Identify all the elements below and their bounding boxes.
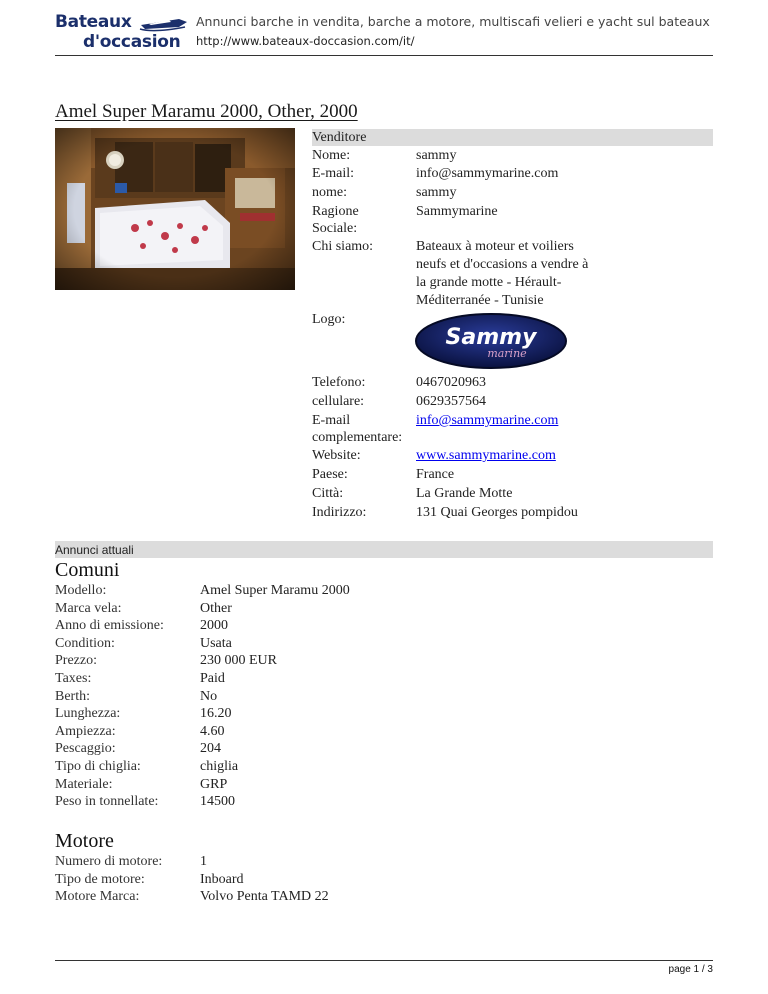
spec-label: Tipo de motore: xyxy=(55,871,145,887)
logo-label: Logo: xyxy=(312,312,346,327)
website-value-wrap xyxy=(416,447,616,465)
spec-label: Berth: xyxy=(55,688,90,704)
email-label: E-mail: xyxy=(312,166,354,181)
spec-value: GRP xyxy=(200,776,228,792)
seller-logo xyxy=(415,313,568,370)
spec-row xyxy=(55,652,455,670)
listing-title[interactable]: Amel Super Maramu 2000, Other, 2000 xyxy=(55,101,358,122)
spec-row xyxy=(55,793,455,811)
spec-value: 204 xyxy=(200,741,221,757)
website-label: Website: xyxy=(312,448,361,463)
city-label: Città: xyxy=(312,486,344,501)
spec-row xyxy=(55,723,455,741)
spec-label: Ampiezza: xyxy=(55,723,116,739)
motore-spec-list xyxy=(55,853,455,906)
logo-line-1: Bateaux xyxy=(55,12,132,32)
email2-value-wrap xyxy=(416,412,616,430)
current-ads-label: Annunci attuali xyxy=(55,543,134,557)
site-title: Annunci barche in vendita, barche a motore, multiscafi velieri e yacht sul bateaux xyxy=(196,14,710,29)
spec-value: 16.20 xyxy=(200,706,232,722)
comuni-heading: Comuni xyxy=(55,559,120,581)
page-header xyxy=(55,10,713,55)
seller-section-label: Venditore xyxy=(312,130,367,145)
about-line-4: Méditerranée - Tunisie xyxy=(416,293,544,308)
about-line-2: neufs et d'occasions a vendre à xyxy=(416,257,589,272)
name-value: sammy xyxy=(416,148,457,163)
spec-value: Volvo Penta TAMD 22 xyxy=(200,889,329,905)
spec-row xyxy=(55,582,455,600)
spec-label: Anno di emissione: xyxy=(55,618,164,634)
mobile-value: 0629357564 xyxy=(416,394,486,409)
spec-label: Tipo di chiglia: xyxy=(55,758,141,774)
phone-label: Telefono: xyxy=(312,375,366,390)
spec-label: Materiale: xyxy=(55,776,113,792)
footer-divider xyxy=(55,960,713,961)
city-value: La Grande Motte xyxy=(416,486,513,501)
spec-value: No xyxy=(200,688,218,704)
spec-value: 1 xyxy=(200,854,207,869)
motore-heading: Motore xyxy=(55,830,114,852)
about-line-1: Bateaux à moteur et voiliers xyxy=(416,239,574,254)
email2-link[interactable]: info@sammymarine.com xyxy=(416,413,559,428)
spec-value: 14500 xyxy=(200,794,235,810)
about-line-3: la grande motte - Hérault- xyxy=(416,275,562,290)
spec-label: Pescaggio: xyxy=(55,741,116,757)
spec-label: Taxes: xyxy=(55,670,92,686)
site-logo[interactable] xyxy=(55,12,187,54)
spec-row xyxy=(55,740,455,758)
phone-value: 0467020963 xyxy=(416,375,486,390)
spec-label: Condition: xyxy=(55,635,115,651)
email2-label-2: complementare: xyxy=(312,430,403,445)
company-label-2: Sociale: xyxy=(312,221,358,236)
boat-logo-icon xyxy=(139,13,189,33)
header-divider xyxy=(55,55,713,56)
seller-section-bar xyxy=(312,129,713,146)
page-number: page 1 / 3 xyxy=(668,964,713,975)
spec-label: Peso in tonnellate: xyxy=(55,794,159,810)
spec-label: Numero di motore: xyxy=(55,854,163,869)
spec-row xyxy=(55,688,455,706)
spec-row xyxy=(55,776,455,794)
spec-label: Motore Marca: xyxy=(55,889,140,905)
website-link[interactable]: www.sammymarine.com xyxy=(416,448,556,463)
spec-row xyxy=(55,617,455,635)
spec-row xyxy=(55,853,455,871)
spec-value: 230 000 EUR xyxy=(200,653,277,669)
spec-value: Other xyxy=(200,600,232,616)
company-label-1: Ragione xyxy=(312,204,359,219)
boat-photo[interactable] xyxy=(55,128,295,290)
about-label: Chi siamo: xyxy=(312,239,374,254)
spec-label: Modello: xyxy=(55,583,107,598)
spec-value: 2000 xyxy=(200,618,228,634)
comuni-spec-list xyxy=(55,582,455,811)
current-ads-bar xyxy=(55,541,713,558)
address-label: Indirizzo: xyxy=(312,505,367,520)
spec-value: Paid xyxy=(200,670,225,686)
spec-value: 4.60 xyxy=(200,723,225,739)
country-label: Paese: xyxy=(312,467,348,482)
spec-label: Lunghezza: xyxy=(55,706,121,722)
spec-row xyxy=(55,871,455,889)
spec-value: chiglia xyxy=(200,758,239,774)
site-url[interactable]: http://www.bateaux-doccasion.com/it/ xyxy=(196,34,415,48)
spec-row xyxy=(55,600,455,618)
boat-interior-image xyxy=(55,128,295,290)
logo-text-sammy: Sammy xyxy=(445,325,537,350)
spec-row xyxy=(55,670,455,688)
spec-row xyxy=(55,758,455,776)
logo-line-2: d'occasion xyxy=(83,32,181,52)
mobile-label: cellulare: xyxy=(312,394,365,409)
spec-value: Amel Super Maramu 2000 xyxy=(200,583,350,598)
spec-label: Prezzo: xyxy=(55,653,97,669)
company-value: Sammymarine xyxy=(416,204,498,219)
spec-label: Marca vela: xyxy=(55,600,122,616)
email-value: info@sammymarine.com xyxy=(416,166,559,181)
spec-row xyxy=(55,888,455,906)
nome-value: sammy xyxy=(416,185,457,200)
country-value: France xyxy=(416,467,455,482)
spec-row xyxy=(55,635,455,653)
spec-value: Usata xyxy=(200,635,232,651)
logo-text-marine: marine xyxy=(487,347,527,360)
address-value: 131 Quai Georges pompidou xyxy=(416,505,578,520)
spec-row xyxy=(55,705,455,723)
name-label: Nome: xyxy=(312,148,351,163)
nome-label: nome: xyxy=(312,185,347,200)
spec-value: Inboard xyxy=(200,871,244,887)
email2-label-1: E-mail xyxy=(312,413,351,428)
